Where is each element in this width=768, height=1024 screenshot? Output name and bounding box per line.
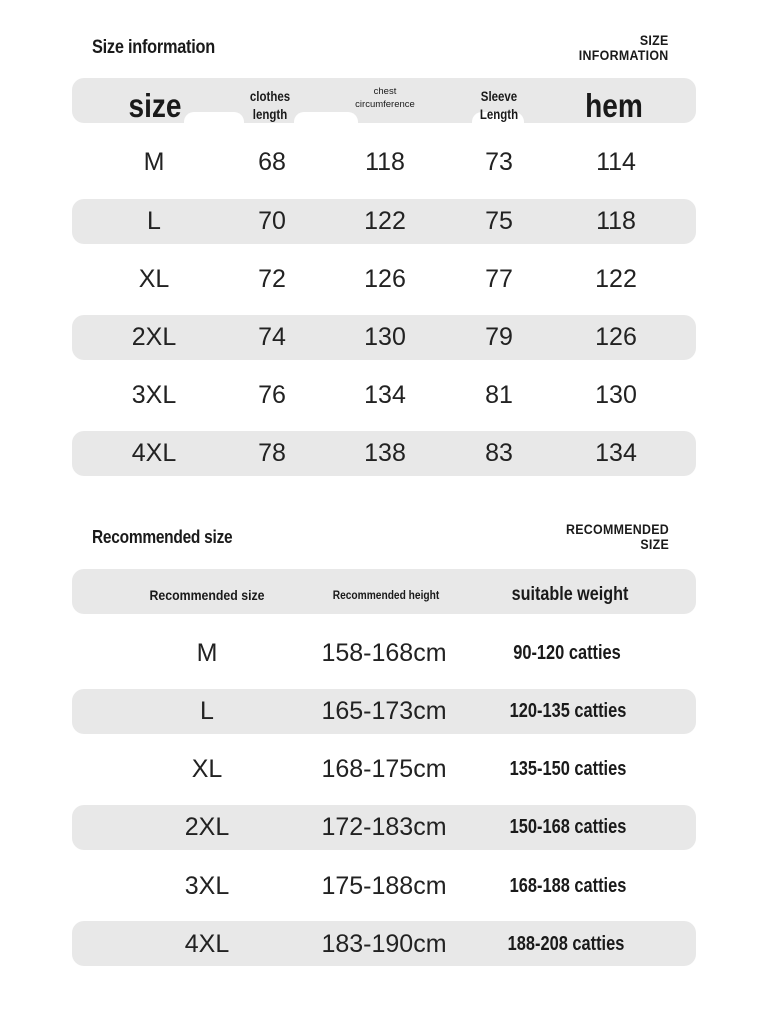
rec-size: M xyxy=(196,639,218,667)
list-item xyxy=(72,631,696,676)
table-row xyxy=(72,431,696,476)
cell-size: L xyxy=(147,207,161,235)
size-info-tag-line1: SIZE xyxy=(640,33,669,48)
rec-weight: 188-208 catties xyxy=(507,933,625,955)
cell-hem: 134 xyxy=(595,439,637,467)
cell-hem: 114 xyxy=(596,148,636,176)
cell-length: 78 xyxy=(258,439,286,467)
cell-hem: 122 xyxy=(595,265,637,293)
size-info-title: Size information xyxy=(92,37,215,58)
list-item xyxy=(72,689,696,734)
list-item xyxy=(72,747,696,792)
header-recommended-size: Recommended size xyxy=(149,586,265,603)
list-item xyxy=(72,805,696,850)
table-row xyxy=(72,373,696,418)
header-chest-line2: circumference xyxy=(355,99,415,110)
table-row xyxy=(72,315,696,360)
rec-weight: 90-120 catties xyxy=(513,642,621,664)
cell-chest: 138 xyxy=(364,439,406,467)
rec-weight: 150-168 catties xyxy=(509,816,627,838)
cell-length: 74 xyxy=(258,323,286,351)
cell-length: 70 xyxy=(258,207,286,235)
table-row xyxy=(72,140,696,185)
rec-size: 3XL xyxy=(184,872,230,900)
rec-height: 175-188cm xyxy=(321,872,447,900)
recommended-title: Recommended size xyxy=(92,527,233,547)
cell-size: 3XL xyxy=(131,381,177,409)
cell-chest: 126 xyxy=(364,265,406,293)
cell-sleeve: 75 xyxy=(485,207,513,235)
cell-length: 72 xyxy=(258,265,286,293)
size-info-header-row xyxy=(72,82,696,130)
table-row xyxy=(72,257,696,302)
header-size: size xyxy=(128,87,182,124)
header-hem: hem xyxy=(585,87,643,124)
list-item xyxy=(72,922,696,967)
cell-chest: 134 xyxy=(364,381,406,409)
cell-hem: 130 xyxy=(595,381,637,409)
header-clothes-length-line1: clothes xyxy=(249,89,291,104)
header-sleeve-line1: Sleeve xyxy=(480,89,518,104)
rec-height: 158-168cm xyxy=(321,639,447,667)
cell-sleeve: 77 xyxy=(485,265,513,293)
rec-height: 168-175cm xyxy=(321,755,447,783)
cell-chest: 122 xyxy=(364,207,406,235)
cell-length: 76 xyxy=(258,381,286,409)
cell-size: M xyxy=(143,148,165,176)
header-sleeve xyxy=(480,82,518,130)
header-recommended-height: Recommended height xyxy=(332,587,440,602)
recommended-tag-line1: RECOMMENDED xyxy=(565,522,669,537)
header-chest-line1: chest xyxy=(373,86,397,97)
rec-height: 165-173cm xyxy=(321,697,447,725)
cell-size: 4XL xyxy=(131,439,177,467)
list-item xyxy=(72,864,696,909)
size-info-tag-line2: INFORMATION xyxy=(579,48,669,63)
rec-weight: 135-150 catties xyxy=(509,758,627,780)
recommended-header-row xyxy=(72,572,696,617)
cell-length: 68 xyxy=(258,148,286,176)
rec-size: 4XL xyxy=(184,930,230,958)
cell-sleeve: 83 xyxy=(485,439,513,467)
rec-height: 172-183cm xyxy=(321,813,447,841)
rec-height: 183-190cm xyxy=(321,930,447,958)
recommended-tag xyxy=(566,522,669,552)
header-suitable-weight: suitable weight xyxy=(511,583,629,605)
rec-weight: 120-135 catties xyxy=(509,700,627,722)
header-chest xyxy=(355,74,415,122)
cell-sleeve: 79 xyxy=(485,323,513,351)
cell-size: XL xyxy=(138,265,170,293)
rec-size: XL xyxy=(191,755,223,783)
header-clothes-length-line2: length xyxy=(252,107,288,122)
header-sleeve-line2: Length xyxy=(479,107,519,122)
rec-size: L xyxy=(200,697,214,725)
cell-hem: 126 xyxy=(595,323,637,351)
cell-chest: 118 xyxy=(365,148,405,176)
table-row xyxy=(72,199,696,244)
cell-chest: 130 xyxy=(364,323,406,351)
cell-sleeve: 73 xyxy=(485,148,513,176)
rec-size: 2XL xyxy=(184,813,230,841)
cell-hem: 118 xyxy=(596,207,636,235)
rec-weight: 168-188 catties xyxy=(509,875,627,897)
recommended-tag-line2: SIZE xyxy=(640,537,669,552)
header-clothes-length xyxy=(250,82,290,130)
cell-sleeve: 81 xyxy=(485,381,513,409)
cell-size: 2XL xyxy=(131,323,177,351)
size-info-tag xyxy=(579,33,669,63)
